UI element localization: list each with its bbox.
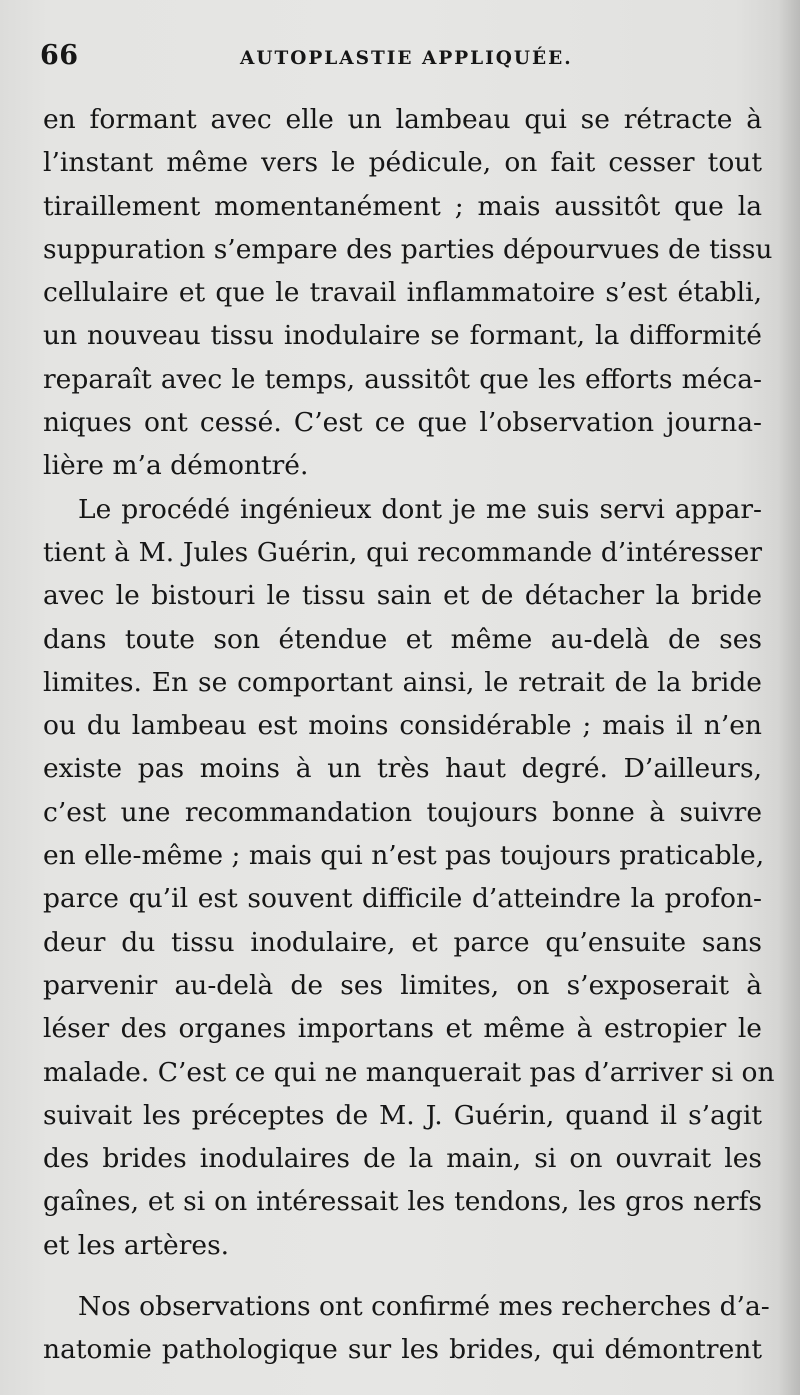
text-line: parvenir au-delà de ses limites, on s’exposerait à [43, 969, 762, 1001]
paragraph-gap [43, 1267, 762, 1285]
text-line: Nos observations ont confirmé mes recherches d’a- [78, 1291, 770, 1323]
text-line: tiraillement momentanément ; mais aussitôt que la [43, 190, 762, 222]
text-line: avec le bistouri le tissu sain et de détacher la bride [43, 580, 762, 612]
paragraph [43, 98, 773, 488]
text-line: l’instant même vers le pédicule, on fait cesser tout [43, 147, 762, 179]
page-number: 66 [40, 40, 79, 71]
text-line: des brides inodulaires de la main, si on ouvrait les [43, 1143, 762, 1175]
text-line: suppuration s’empare des parties dépourvues de tissu [43, 233, 773, 265]
running-title: AUTOPLASTIE APPLIQUÉE. [240, 48, 573, 69]
running-header [40, 40, 760, 80]
text-line: ou du lambeau est moins considérable ; mais il n’en [43, 710, 762, 742]
text-line: deur du tissu inodulaire, et parce qu’ensuite sans [43, 926, 762, 958]
text-line: c’est une recommandation toujours bonne à suivre [43, 796, 762, 828]
text-line: un nouveau tissu inodulaire se formant, la difformité [43, 320, 762, 352]
text-line: limites. En se comportant ainsi, le retrait de la bride [43, 666, 762, 698]
body-text [43, 98, 775, 1372]
text-line: parce qu’il est souvent difficile d’atteindre la profon- [43, 883, 762, 915]
text-line: gaînes, et si on intéressait les tendons, les gros nerfs [43, 1186, 762, 1218]
paragraph [43, 1285, 770, 1372]
paragraph [43, 488, 775, 1267]
text-line: existe pas moins à un très haut degré. D’ailleurs, [43, 753, 762, 785]
text-line: reparaît avec le temps, aussitôt que les efforts méca- [43, 363, 762, 395]
text-line: Le procédé ingénieux dont je me suis servi appar- [78, 493, 762, 525]
text-line: léser des organes importans et même à estropier le [43, 1013, 762, 1045]
text-line: en elle-même ; mais qui n’est pas toujours praticable, [43, 840, 765, 872]
text-line: lière m’a démontré. [43, 450, 309, 482]
text-line: en formant avec elle un lambeau qui se rétracte à [43, 104, 762, 135]
text-line: et les artères. [43, 1229, 230, 1261]
text-line: tient à M. Jules Guérin, qui recommande d’intéresser [43, 536, 762, 568]
text-line: malade. C’est ce qui ne manquerait pas d’arriver si on [43, 1056, 775, 1088]
text-line: dans toute son étendue et même au-delà de ses [43, 623, 762, 655]
text-line: suivait les préceptes de M. J. Guérin, quand il s’agit [43, 1099, 762, 1131]
text-line: natomie pathologique sur les brides, qui démontrent [43, 1334, 762, 1366]
text-line: cellulaire et que le travail inflammatoire s’est établi, [43, 277, 762, 309]
text-line: niques ont cessé. C’est ce que l’observation journa- [43, 407, 762, 439]
